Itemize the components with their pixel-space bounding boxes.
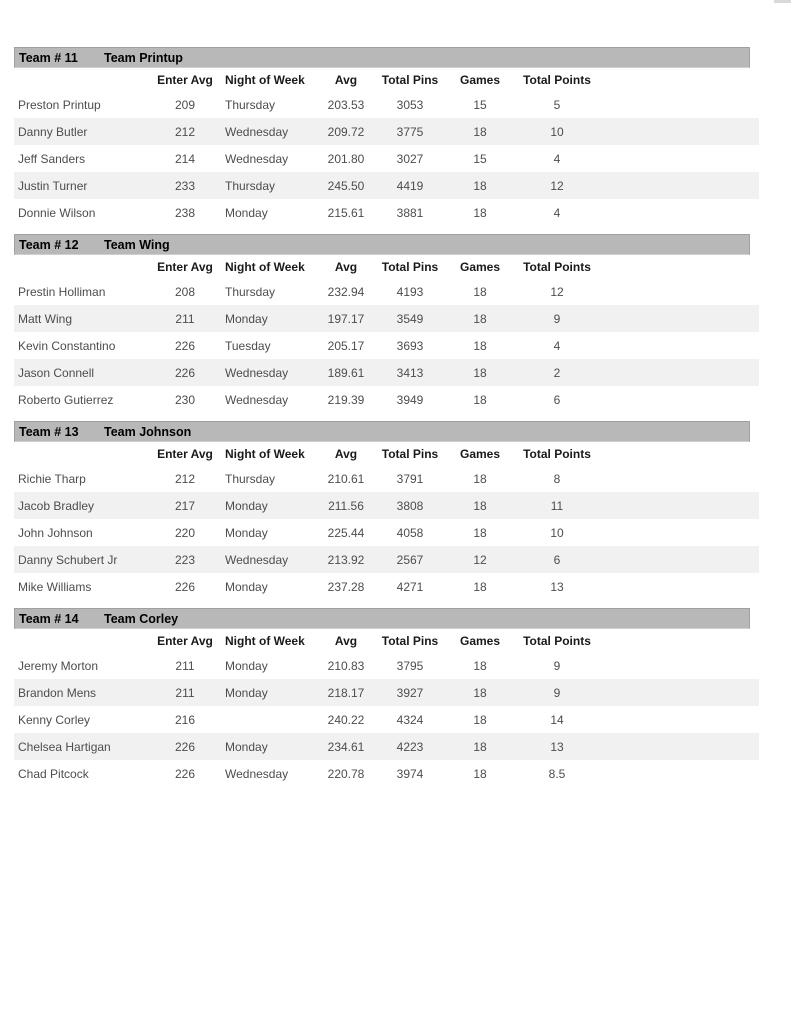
avg-cell: 245.50 [327, 178, 365, 193]
avg-cell: 219.39 [327, 392, 365, 407]
player-name-cell: Kevin Constantino [18, 338, 116, 353]
player-name-cell: Danny Butler [18, 124, 88, 139]
table-row [14, 760, 759, 787]
table-row [14, 118, 759, 145]
table-row [14, 492, 759, 519]
enter-avg-cell: 223 [174, 552, 196, 567]
games-cell: 18 [473, 766, 487, 781]
total-pins-cell: 4193 [396, 284, 424, 299]
table-row [14, 733, 759, 760]
night-of-week-cell: Thursday [225, 178, 276, 193]
enter-avg-cell: 217 [174, 498, 196, 513]
table-row [14, 546, 759, 573]
player-name-cell: Mike Williams [18, 579, 92, 594]
night-of-week-cell: Thursday [225, 284, 276, 299]
night-of-week-cell: Wednesday [225, 365, 289, 380]
total-points-cell: 12 [550, 284, 564, 299]
team-section [14, 234, 759, 413]
team-header-bar [14, 234, 750, 255]
team-number-label: Team # 11 [19, 50, 78, 65]
column-header-row [14, 629, 759, 652]
total-pins-cell: 3927 [396, 685, 424, 700]
total-points-cell: 6 [553, 552, 561, 567]
games-cell: 18 [473, 739, 487, 754]
avg-cell: 220.78 [327, 766, 365, 781]
games-cell: 18 [473, 712, 487, 727]
team-number-label: Team # 13 [19, 424, 79, 439]
enter-avg-cell: 211 [175, 685, 195, 700]
total-pins-cell: 3775 [396, 124, 424, 139]
col-header-total-pins: Total Pins [381, 633, 439, 648]
total-pins-cell: 4223 [396, 739, 424, 754]
table-row [14, 332, 759, 359]
table-row [14, 679, 759, 706]
night-of-week-cell: Monday [225, 525, 268, 540]
night-of-week-cell: Thursday [225, 471, 276, 486]
avg-cell: 225.44 [327, 525, 365, 540]
night-of-week-cell: Wednesday [225, 151, 289, 166]
avg-cell: 211.56 [328, 498, 364, 513]
games-cell: 12 [473, 552, 487, 567]
night-of-week-cell: Monday [225, 498, 268, 513]
total-points-cell: 11 [550, 498, 564, 513]
team-header-bar [14, 47, 750, 68]
player-name-cell: John Johnson [18, 525, 93, 540]
avg-cell: 189.61 [327, 365, 365, 380]
team-name-label: Team Wing [104, 237, 170, 252]
total-pins-cell: 3974 [396, 766, 424, 781]
player-name-cell: Kenny Corley [18, 712, 91, 727]
table-row [14, 465, 759, 492]
player-name-cell: Richie Tharp [18, 471, 86, 486]
total-points-cell: 9 [553, 658, 561, 673]
night-of-week-cell: Wednesday [225, 552, 289, 567]
col-header-night-of-week: Night of Week [225, 633, 305, 648]
table-row [14, 706, 759, 733]
enter-avg-cell: 238 [174, 205, 196, 220]
col-header-enter-avg: Enter Avg [157, 446, 213, 461]
table-row [14, 519, 759, 546]
col-header-games: Games [459, 72, 501, 87]
total-pins-cell: 3693 [396, 338, 424, 353]
avg-cell: 209.72 [327, 124, 365, 139]
col-header-games: Games [459, 259, 501, 274]
total-points-cell: 4 [553, 151, 561, 166]
games-cell: 18 [473, 365, 487, 380]
enter-avg-cell: 212 [174, 124, 196, 139]
player-name-cell: Roberto Gutierrez [18, 392, 114, 407]
table-row [14, 652, 759, 679]
total-pins-cell: 2567 [396, 552, 424, 567]
team-section [14, 421, 759, 600]
total-pins-cell: 3549 [396, 311, 424, 326]
total-points-cell: 4 [553, 338, 561, 353]
games-cell: 18 [473, 685, 487, 700]
total-points-cell: 6 [553, 392, 561, 407]
enter-avg-cell: 226 [174, 739, 196, 754]
team-name-label: Team Johnson [104, 424, 192, 439]
total-points-cell: 9 [553, 685, 561, 700]
games-cell: 18 [473, 658, 487, 673]
enter-avg-cell: 216 [174, 712, 196, 727]
total-points-cell: 13 [550, 579, 564, 594]
col-header-avg: Avg [334, 72, 358, 87]
team-section [14, 608, 759, 787]
team-header-bar [14, 421, 750, 442]
team-name-label: Team Corley [104, 611, 179, 626]
table-row [14, 199, 759, 226]
team-name-label: Team Printup [104, 50, 183, 65]
total-points-cell: 12 [550, 178, 564, 193]
col-header-games: Games [459, 633, 501, 648]
total-points-cell: 5 [553, 97, 561, 112]
player-name-cell: Justin Turner [18, 178, 88, 193]
enter-avg-cell: 211 [175, 658, 195, 673]
team-number-label: Team # 12 [19, 237, 79, 252]
col-header-avg: Avg [334, 446, 358, 461]
total-pins-cell: 3881 [396, 205, 424, 220]
games-cell: 18 [473, 525, 487, 540]
team-section [14, 47, 759, 226]
total-pins-cell: 3027 [396, 151, 424, 166]
avg-cell: 234.61 [327, 739, 365, 754]
col-header-games: Games [459, 446, 501, 461]
col-header-total-points: Total Points [523, 633, 591, 648]
enter-avg-cell: 226 [174, 338, 196, 353]
total-pins-cell: 3791 [396, 471, 424, 486]
total-pins-cell: 4324 [396, 712, 424, 727]
night-of-week-cell: Thursday [225, 97, 276, 112]
enter-avg-cell: 209 [174, 97, 196, 112]
total-points-cell: 10 [550, 124, 564, 139]
total-pins-cell: 3949 [396, 392, 424, 407]
avg-cell: 201.80 [327, 151, 365, 166]
col-header-total-pins: Total Pins [381, 446, 439, 461]
avg-cell: 232.94 [327, 284, 365, 299]
table-row [14, 305, 759, 332]
games-cell: 18 [473, 178, 487, 193]
report-content [14, 47, 759, 795]
col-header-total-points: Total Points [523, 72, 591, 87]
games-cell: 15 [473, 97, 487, 112]
games-cell: 18 [473, 498, 487, 513]
games-cell: 18 [473, 338, 487, 353]
night-of-week-cell: Tuesday [225, 338, 271, 353]
night-of-week-cell: Wednesday [225, 124, 289, 139]
night-of-week-cell: Monday [225, 579, 268, 594]
enter-avg-cell: 233 [174, 178, 196, 193]
player-name-cell: Preston Printup [18, 97, 101, 112]
total-points-cell: 4 [553, 205, 561, 220]
column-header-row [14, 68, 759, 91]
games-cell: 18 [473, 205, 487, 220]
table-row [14, 145, 759, 172]
enter-avg-cell: 214 [174, 151, 196, 166]
column-header-row [14, 442, 759, 465]
table-row [14, 172, 759, 199]
col-header-total-points: Total Points [523, 259, 591, 274]
games-cell: 18 [473, 124, 487, 139]
col-header-enter-avg: Enter Avg [157, 72, 213, 87]
avg-cell: 237.28 [327, 579, 365, 594]
total-points-cell: 2 [553, 365, 561, 380]
games-cell: 18 [473, 284, 487, 299]
total-pins-cell: 4271 [396, 579, 424, 594]
total-points-cell: 13 [550, 739, 564, 754]
column-header-row [14, 255, 759, 278]
night-of-week-cell: Monday [225, 311, 268, 326]
enter-avg-cell: 226 [174, 766, 196, 781]
avg-cell: 210.61 [327, 471, 365, 486]
col-header-enter-avg: Enter Avg [157, 259, 213, 274]
player-name-cell: Matt Wing [18, 311, 73, 326]
night-of-week-cell: Wednesday [225, 392, 289, 407]
scrollbar-fragment[interactable] [774, 0, 791, 3]
night-of-week-cell: Wednesday [225, 766, 289, 781]
col-header-night-of-week: Night of Week [225, 259, 305, 274]
total-pins-cell: 4058 [396, 525, 424, 540]
night-of-week-cell: Monday [225, 685, 268, 700]
total-points-cell: 10 [550, 525, 564, 540]
enter-avg-cell: 220 [174, 525, 196, 540]
enter-avg-cell: 211 [175, 311, 195, 326]
total-pins-cell: 4419 [396, 178, 424, 193]
table-row [14, 573, 759, 600]
games-cell: 18 [473, 392, 487, 407]
player-name-cell: Jason Connell [18, 365, 95, 380]
total-pins-cell: 3053 [396, 97, 424, 112]
player-name-cell: Brandon Mens [18, 685, 97, 700]
table-row [14, 386, 759, 413]
player-name-cell: Prestin Holliman [18, 284, 106, 299]
player-name-cell: Jacob Bradley [18, 498, 95, 513]
player-name-cell: Jeremy Morton [18, 658, 99, 673]
enter-avg-cell: 226 [174, 365, 196, 380]
enter-avg-cell: 226 [174, 579, 196, 594]
enter-avg-cell: 208 [174, 284, 196, 299]
col-header-total-points: Total Points [523, 446, 591, 461]
total-points-cell: 8 [553, 471, 561, 486]
avg-cell: 240.22 [327, 712, 365, 727]
col-header-avg: Avg [334, 259, 358, 274]
team-number-label: Team # 14 [19, 611, 79, 626]
player-name-cell: Danny Schubert Jr [18, 552, 118, 567]
night-of-week-cell: Monday [225, 658, 268, 673]
player-name-cell: Chad Pitcock [18, 766, 89, 781]
col-header-avg: Avg [334, 633, 358, 648]
avg-cell: 205.17 [327, 338, 365, 353]
total-points-cell: 14 [550, 712, 564, 727]
night-of-week-cell: Monday [225, 205, 268, 220]
games-cell: 18 [473, 311, 487, 326]
games-cell: 15 [473, 151, 487, 166]
player-name-cell: Chelsea Hartigan [18, 739, 111, 754]
total-points-cell: 9 [553, 311, 561, 326]
night-of-week-cell: Monday [225, 739, 268, 754]
total-pins-cell: 3413 [396, 365, 424, 380]
enter-avg-cell: 212 [174, 471, 196, 486]
avg-cell: 210.83 [327, 658, 365, 673]
avg-cell: 197.17 [327, 311, 365, 326]
col-header-enter-avg: Enter Avg [157, 633, 213, 648]
col-header-total-pins: Total Pins [381, 259, 439, 274]
avg-cell: 213.92 [327, 552, 365, 567]
total-pins-cell: 3808 [396, 498, 424, 513]
avg-cell: 215.61 [327, 205, 365, 220]
team-header-bar [14, 608, 750, 629]
table-row [14, 91, 759, 118]
games-cell: 18 [473, 471, 487, 486]
col-header-night-of-week: Night of Week [225, 446, 305, 461]
col-header-total-pins: Total Pins [381, 72, 439, 87]
avg-cell: 203.53 [327, 97, 365, 112]
total-points-cell: 8.5 [548, 766, 566, 781]
player-name-cell: Jeff Sanders [18, 151, 86, 166]
table-row [14, 278, 759, 305]
col-header-night-of-week: Night of Week [225, 72, 305, 87]
enter-avg-cell: 230 [174, 392, 196, 407]
player-name-cell: Donnie Wilson [18, 205, 96, 220]
table-row [14, 359, 759, 386]
games-cell: 18 [473, 579, 487, 594]
total-pins-cell: 3795 [396, 658, 424, 673]
avg-cell: 218.17 [327, 685, 365, 700]
